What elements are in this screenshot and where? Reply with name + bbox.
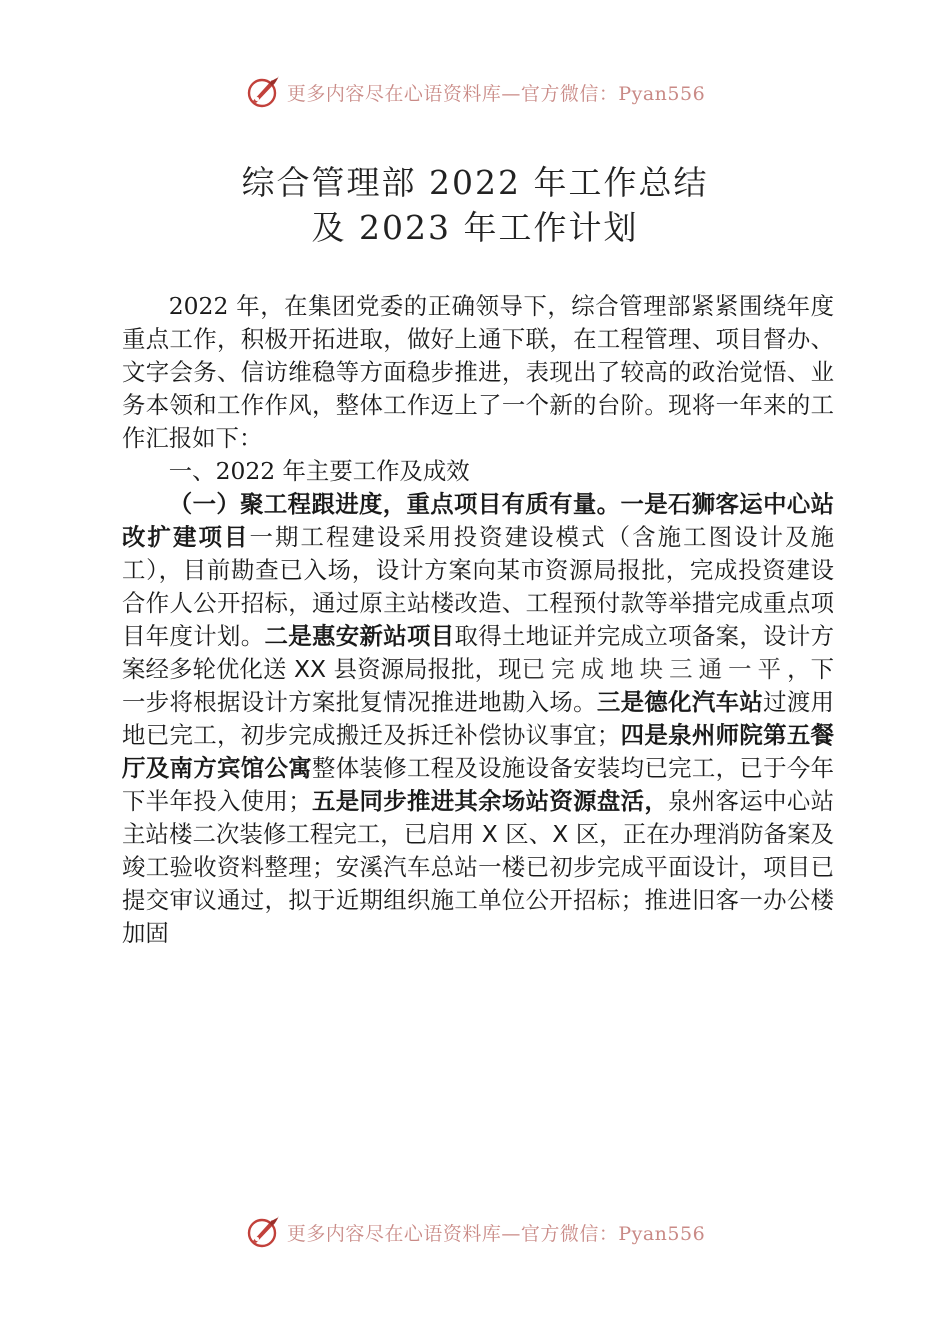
- watermark-text: 更多内容尽在心语资料库—官方微信：Pyan556: [286, 1222, 706, 1245]
- item3-label: 三是德化汽车站: [596, 688, 764, 716]
- intro-year: 2022: [168, 292, 229, 320]
- intro-text: 年，在集团党委的正确领导下，综合管理部紧紧围绕年度重点工作，积极开拓进取，做好上通下联，在工程管理、项目督办、文字会务、信访维稳等方面稳步推进，表现出了较高的政治觉悟、业务本领和工作作风，整体工作迈上了一个新的台阶。现将一年来的工作汇报如下：: [122, 292, 834, 452]
- item2-label: 二是惠安新站项目: [264, 622, 455, 650]
- watermark-text: 更多内容尽在心语资料库—官方微信：Pyan556: [286, 82, 706, 105]
- item4-text: 整体装修工程及设施设备安装均已完工，已于今年下半年投入使用；: [122, 754, 835, 815]
- title-line-1: 综合管理部 2022 年工作总结: [241, 163, 709, 202]
- document-body: [122, 290, 834, 950]
- item1-label: 一是石狮客运中心站改扩建项目: [122, 490, 835, 551]
- item5-label: 五是同步推进其余场站资源盘活，: [311, 787, 669, 815]
- item5-text: 泉州客运中心站主站楼二次装修工程完工，已启用 X 区、X 区，正在办理消防备案及竣工验收资料整理；安溪汽车总站一楼已初步完成平面设计，项目已提交审议通过，拟于近期组织施工单位公开招标；推进旧客一办公楼加固: [122, 787, 835, 947]
- quill-logo-icon: [245, 74, 281, 110]
- section-text: 年主要工作及成效: [275, 457, 470, 485]
- projects-paragraph: [122, 488, 834, 950]
- item1-text: 一期工程建设采用投资建设模式（含施工图设计及施工），目前勘查已入场，设计方案向某市资源局报批，完成投资建设合作人公开招标，通过原主站楼改造、工程预付款等举措完成重点项目年度计划。: [122, 523, 835, 650]
- intro-paragraph: [122, 290, 834, 455]
- section-year: 2022: [215, 457, 276, 485]
- item2-text-spaced: 已完成地块三通一平: [521, 655, 788, 683]
- footer-watermark: [0, 1212, 950, 1252]
- item4-label: 四是泉州师院第五餐厅及南方宾馆公寓: [122, 721, 835, 782]
- item2-text-b: ，下一步将根据设计方案批复情况推进地勘入场。: [122, 655, 835, 716]
- section-prefix: 一、: [168, 457, 216, 485]
- item2-text-a: 取得土地证并完成立项备案，设计方案经多轮优化送 XX 县资源局报批，现: [122, 622, 835, 683]
- quill-logo-icon: [245, 1214, 281, 1250]
- subsection-heading: （一）聚工程跟进度，重点项目有质有量。: [168, 490, 621, 518]
- document-title: [0, 160, 950, 250]
- title-line-2: 及 2023 年工作计划: [311, 208, 639, 247]
- item3-text: 过渡用地已完工，初步完成搬迁及拆迁补偿协议事宜；: [122, 688, 835, 749]
- header-watermark: [0, 72, 950, 112]
- section-heading-1: [122, 455, 834, 488]
